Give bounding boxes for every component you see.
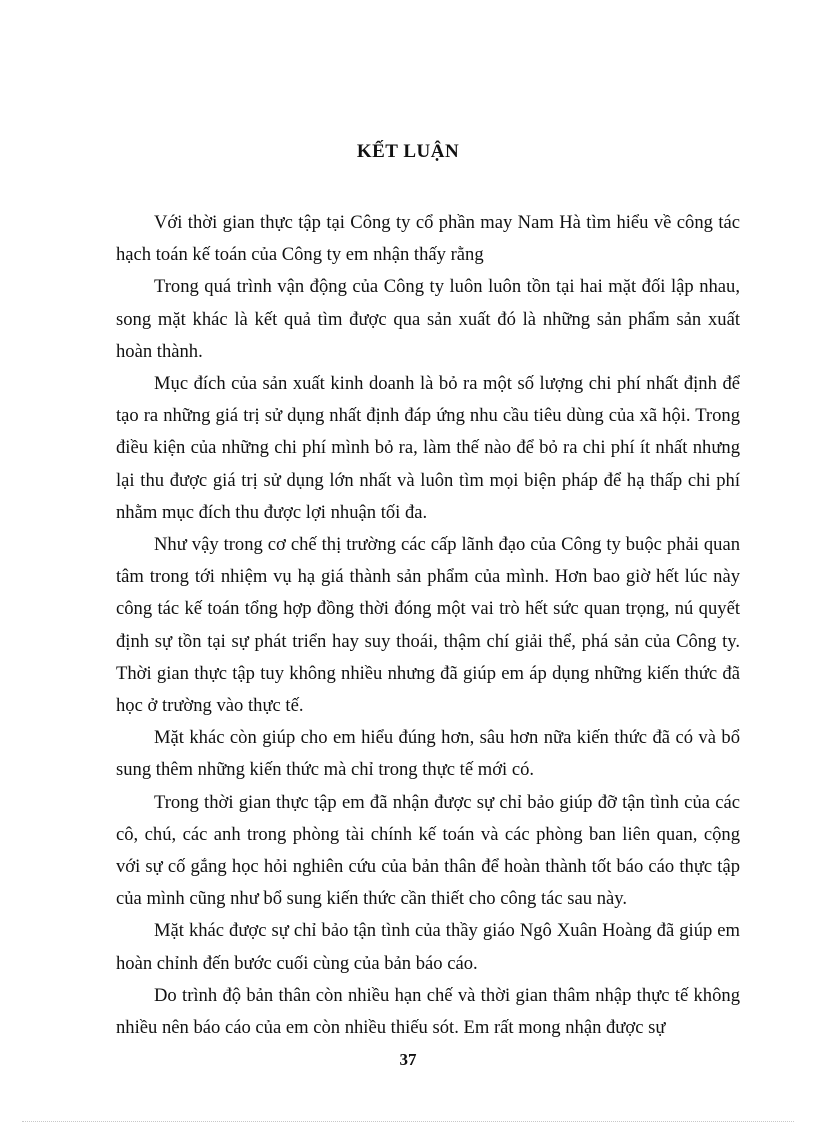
paragraph-5: Mặt khác còn giúp cho em hiểu đúng hơn, sâu hơn nữa kiến thức đã có và bổ sung thêm những kiến thức mà chỉ trong thực tế mới có.	[116, 727, 740, 781]
paragraph-7: Mặt khác được sự chỉ bảo tận tình của thầy giáo Ngô Xuân Hoàng đã giúp em hoàn chỉnh đến bước cuối cùng của bản báo cáo.	[116, 920, 740, 974]
paragraph-1: Với thời gian thực tập tại Công ty cổ phần may Nam Hà tìm hiểu về công tác hạch toán kế toán của Công ty em nhận thấy rằng	[116, 212, 740, 266]
paragraph-8: Do trình độ bản thân còn nhiều hạn chế và thời gian thâm nhập thực tế không nhiều nên báo cáo của em còn nhiều thiếu sót. Em rất mong nhận được sự	[116, 984, 740, 1039]
page-number: 37	[399, 1050, 417, 1069]
paragraph-2: Trong quá trình vận động của Công ty luôn luôn tồn tại hai mặt đối lập nhau, song mặt khác là kết quả tìm được qua sản xuất đó là những sản phẩm sản xuất hoàn thành.	[116, 276, 740, 362]
footer-divider	[22, 1121, 794, 1122]
paragraph-6: Trong thời gian thực tập em đã nhận được sự chỉ bảo giúp đỡ tận tình của các cô, chú, các anh trong phòng tài chính kế toán và các phòng ban liên quan, cộng với sự cố gắng học hỏi nghiên cứu của bản thân để hoàn thành tốt báo cáo thực tập của mình cũng như bổ sung kiến thức cần thiết cho công tác sau này.	[116, 791, 740, 910]
body-text	[116, 207, 740, 1044]
paragraph-3: Mục đích của sản xuất kinh doanh là bỏ ra một số lượng chi phí nhất định để tạo ra những giá trị sử dụng nhất định đáp ứng nhu cầu tiêu dùng của xã hội. Trong điều kiện của những chi phí mình bỏ ra, làm thế nào để bỏ ra chi phí ít nhất nhưng lại thu được giá trị sử dụng lớn nhất và luôn tìm mọi biện pháp để hạ thấp chi phí nhằm mục đích thu được lợi nhuận tối đa.	[116, 373, 740, 523]
page-title: KẾT LUẬN	[356, 141, 460, 162]
paragraph-4: Như vậy trong cơ chế thị trường các cấp lãnh đạo của Công ty buộc phải quan tâm trong tới nhiệm vụ hạ giá thành sản phẩm của mình. Hơn bao giờ hết lúc này công tác kế toán tổng hợp đồng thời đóng một vai trò hết sức quan trọng, nú quyết định sự tồn tại sự phát triển hay suy thoái, thậm chí giải thể, phá sản của Công ty. Thời gian thực tập tuy không nhiều nhưng đã giúp em áp dụng những kiến thức đã học ở trường vào thực tế.	[116, 534, 740, 717]
